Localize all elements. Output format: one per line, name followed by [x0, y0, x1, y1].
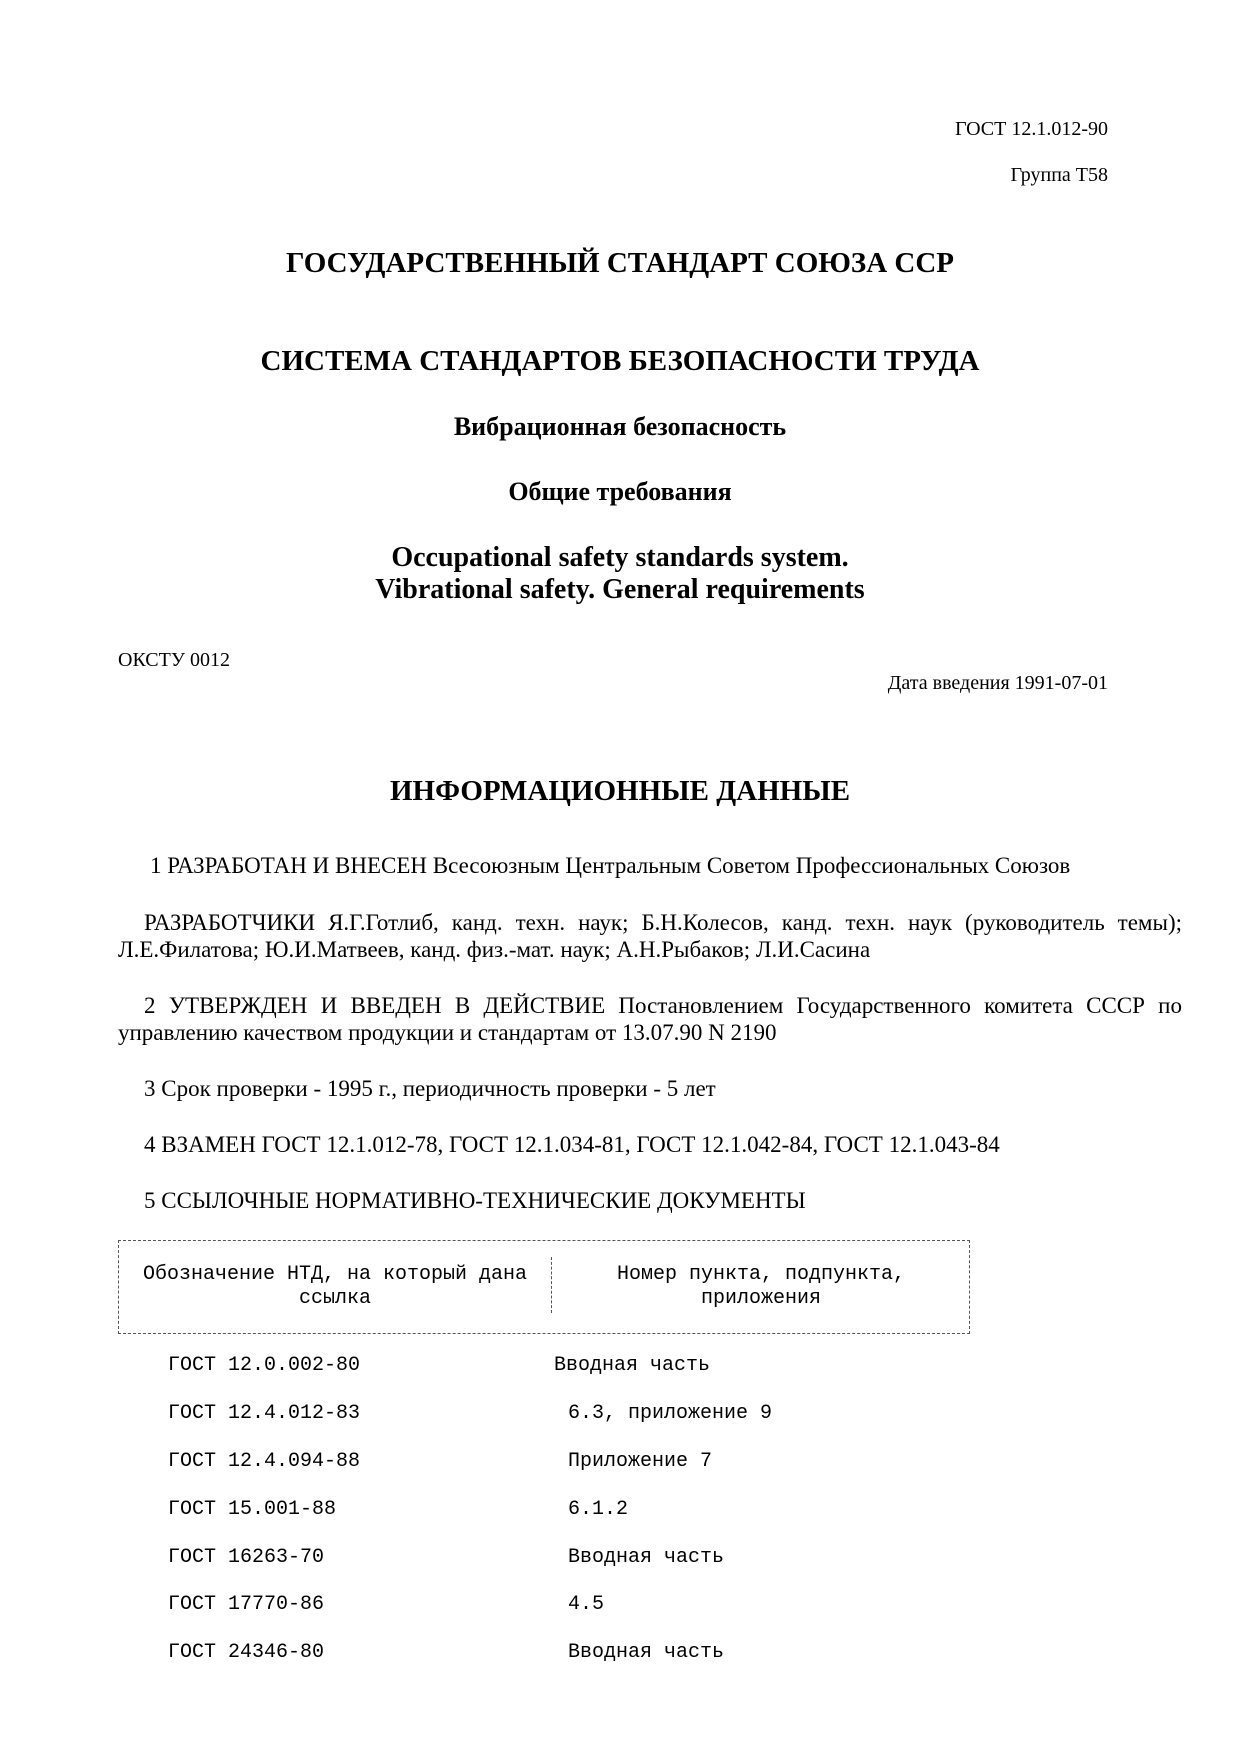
- table-col-header-clause: Номер пункта, подпункта, приложения: [616, 1263, 906, 1310]
- english-title-line-2: Vibrational safety. General requirements: [375, 574, 865, 605]
- info-item-references: 5 ССЫЛОЧНЫЕ НОРМАТИВНО-ТЕХНИЧЕСКИЕ ДОКУМЕНТЫ: [144, 1188, 806, 1213]
- info-item-developers: РАЗРАБОТЧИКИ Я.Г.Готлиб, канд. техн. наук; Б.Н.Колесов, канд. техн. наук (руководитель темы); Л.Е.Филатова; Ю.И.Матвеев, канд. физ.-мат. наук; А.Н.Рыбаков; Л.И.Сасина: [118, 910, 1182, 962]
- okstu-code: ОКСТУ 0012: [118, 649, 231, 671]
- table-row-value: 6.3, приложение 9: [568, 1402, 773, 1425]
- table-row-ref: ГОСТ 17770-86: [168, 1593, 325, 1616]
- info-item-developed: 1 РАЗРАБОТАН И ВНЕСЕН Всесоюзным Центральным Советом Профессиональных Союзов: [150, 853, 1071, 878]
- document-code: ГОСТ 12.1.012-90: [955, 118, 1108, 140]
- table-row-value: Вводная часть: [568, 1641, 725, 1664]
- table-row-ref: ГОСТ 16263-70: [168, 1546, 325, 1569]
- table-row-value: 4.5: [568, 1593, 605, 1616]
- state-standard-title: ГОСУДАРСТВЕННЫЙ СТАНДАРТ СОЮЗА ССР: [285, 247, 955, 279]
- table-row-ref: ГОСТ 12.4.094-88: [168, 1450, 361, 1473]
- document-group: Группа Т58: [1010, 164, 1108, 186]
- system-title: СИСТЕМА СТАНДАРТОВ БЕЗОПАСНОСТИ ТРУДА: [260, 345, 980, 377]
- table-row-value: Вводная часть: [554, 1354, 711, 1377]
- info-item-review-period: 3 Срок проверки - 1995 г., периодичность проверки - 5 лет: [144, 1076, 716, 1101]
- reference-table-header: [118, 1240, 970, 1334]
- table-row-ref: ГОСТ 12.4.012-83: [168, 1402, 361, 1425]
- table-row-value: Приложение 7: [568, 1450, 713, 1473]
- info-heading: ИНФОРМАЦИОННЫЕ ДАННЫЕ: [389, 775, 851, 807]
- table-row-ref: ГОСТ 24346-80: [168, 1641, 325, 1664]
- subtitle-general-requirements: Общие требования: [508, 477, 732, 506]
- subtitle-vibration-safety: Вибрационная безопасность: [453, 412, 787, 441]
- table-row-ref: ГОСТ 12.0.002-80: [168, 1354, 361, 1377]
- info-item-approved: 2 УТВЕРЖДЕН И ВВЕДЕН В ДЕЙСТВИЕ Постановлением Государственного комитета СССР по управлению качеством продукции и стандартам от 13.07.90 N 2190: [118, 993, 1182, 1045]
- info-item-replaces: 4 ВЗАМЕН ГОСТ 12.1.012-78, ГОСТ 12.1.034-81, ГОСТ 12.1.042-84, ГОСТ 12.1.043-84: [144, 1132, 1000, 1157]
- english-title-line-1: Occupational safety standards system.: [391, 542, 849, 573]
- table-col-header-designation: Обозначение НТД, на который дана ссылка: [142, 1263, 528, 1310]
- introduction-date: Дата введения 1991-07-01: [887, 672, 1108, 694]
- table-row-ref: ГОСТ 15.001-88: [168, 1498, 337, 1521]
- table-row-value: Вводная часть: [568, 1546, 725, 1569]
- table-row-value: 6.1.2: [568, 1498, 629, 1521]
